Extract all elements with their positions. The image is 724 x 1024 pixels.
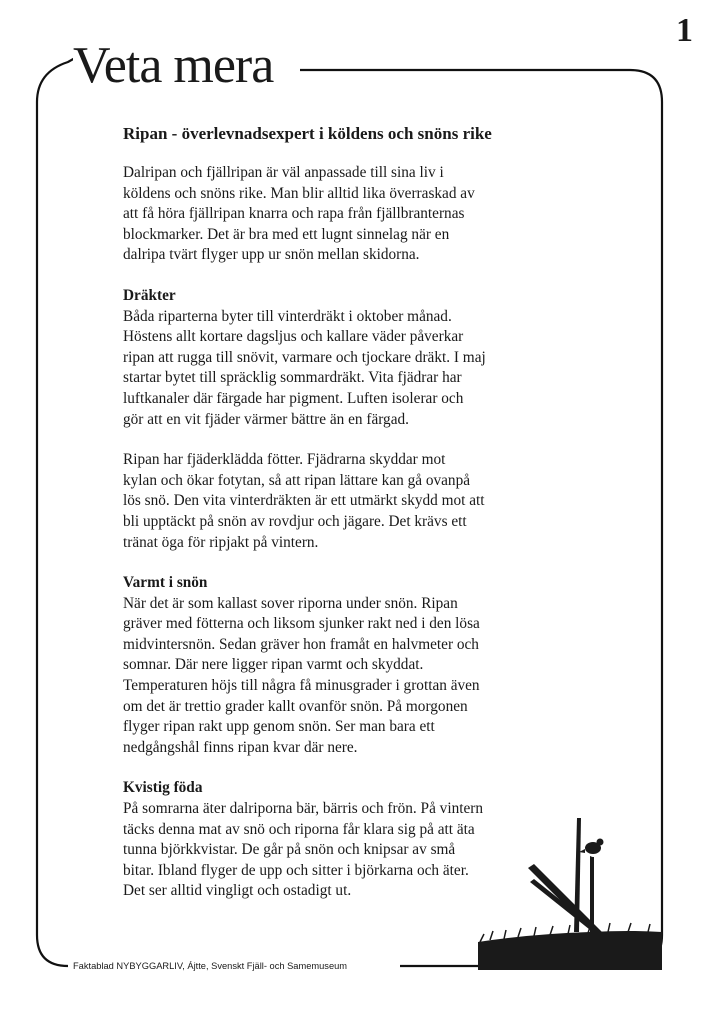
page-number: 1 (676, 12, 693, 49)
text-line: Höstens allt kortare dagsljus och kallare väder påverkar (123, 328, 464, 346)
text-line: om det är trettio grader kallt ovanför snön. På morgonen (123, 697, 468, 715)
text-line: Dalripan och fjällripan är väl anpassade till sina liv i (123, 164, 444, 181)
text-line: somnar. Där nere ligger ripan varmt och skyddat. (123, 656, 424, 674)
text-line: flyger ripan rakt upp genom snön. Ser man bara ett (123, 718, 435, 736)
text-line: att få höra fjällripan knarra och rapa från fjällbranternas (123, 205, 465, 223)
text-line: När det är som kallast sover riporna under snön. Ripan (123, 594, 458, 612)
feet-paragraph (123, 450, 553, 553)
text-line: Båda riparterna byter till vinterdräkt i oktober månad. (123, 307, 452, 325)
section-heading-drakter: Dräkter (123, 286, 176, 304)
text-line: blockmarker. Det är bra med ett lugnt sinnelag när en (123, 225, 450, 243)
section-heading-varmt: Varmt i snön (123, 574, 208, 592)
section-drakter (123, 286, 553, 430)
text-line: gräver med fötterna och liksom sjunker rakt ned i den lösa (123, 615, 480, 633)
article-title: Ripan - överlevnadsexpert i köldens och snöns rike (123, 124, 492, 143)
footer-credit: Faktablad NYBYGGARLIV, Ájtte, Svenskt Fjäll- och Samemuseum (70, 961, 350, 971)
text-line: gör att en vit fjäder värmer bättre än en färgad. (123, 410, 409, 428)
article (123, 124, 553, 922)
text-line: luftkanaler där färgade har pigment. Luften isolerar och (123, 389, 464, 407)
ptarmigan-illustration (470, 818, 662, 970)
text-line: ripan att rugga till snövit, varmare och tjockare dräkt. I maj (123, 348, 486, 366)
text-line: midvintersnön. Sedan gräver hon framåt en halvmeter och (123, 635, 479, 653)
text-line: dalripa tvärt flyger upp ur snön mellan skidorna. (123, 246, 420, 264)
section-varmt-i-snon (123, 573, 553, 758)
text-line: Ripan har fjäderklädda fötter. Fjädrarna skyddar mot (123, 451, 446, 469)
intro-paragraph (123, 163, 553, 266)
text-line: lös snö. Den vita vinterdräkten är ett utmärkt skydd mot att (123, 492, 485, 510)
text-line: nedgångshål finns ripan kvar där nere. (123, 738, 358, 756)
text-line: tunna björkkvistar. De går på snön och knipsar av små (123, 841, 456, 859)
text-line: bli upptäckt på snön av rovdjur och jägare. Det krävs ett (123, 512, 467, 530)
text-line: tränat öga för ripjakt på vintern. (123, 533, 319, 551)
section-heading-foda: Kvistig föda (123, 779, 203, 797)
text-line: startar bytet till spräcklig sommardräkt. Vita fjädrar har (123, 369, 462, 387)
text-line: Temperaturen höjs till några få minusgrader i grottan även (123, 677, 480, 695)
text-line: täcks denna mat av snö och riporna får klara sig på att äta (123, 820, 475, 838)
text-line: På somrarna äter dalriporna bär, bärris och frön. På vintern (123, 800, 484, 818)
text-line: bitar. Ibland flyger de upp och sitter i björkarna och äter. (123, 861, 469, 879)
text-line: Det ser alltid vingligt och ostadigt ut. (123, 882, 352, 900)
masthead-title: Veta mera (73, 40, 277, 92)
text-line: kylan och ökar fotytan, så att ripan lättare kan gå ovanpå (123, 471, 471, 489)
text-line: köldens och snöns rike. Man blir alltid lika överraskad av (123, 184, 475, 202)
